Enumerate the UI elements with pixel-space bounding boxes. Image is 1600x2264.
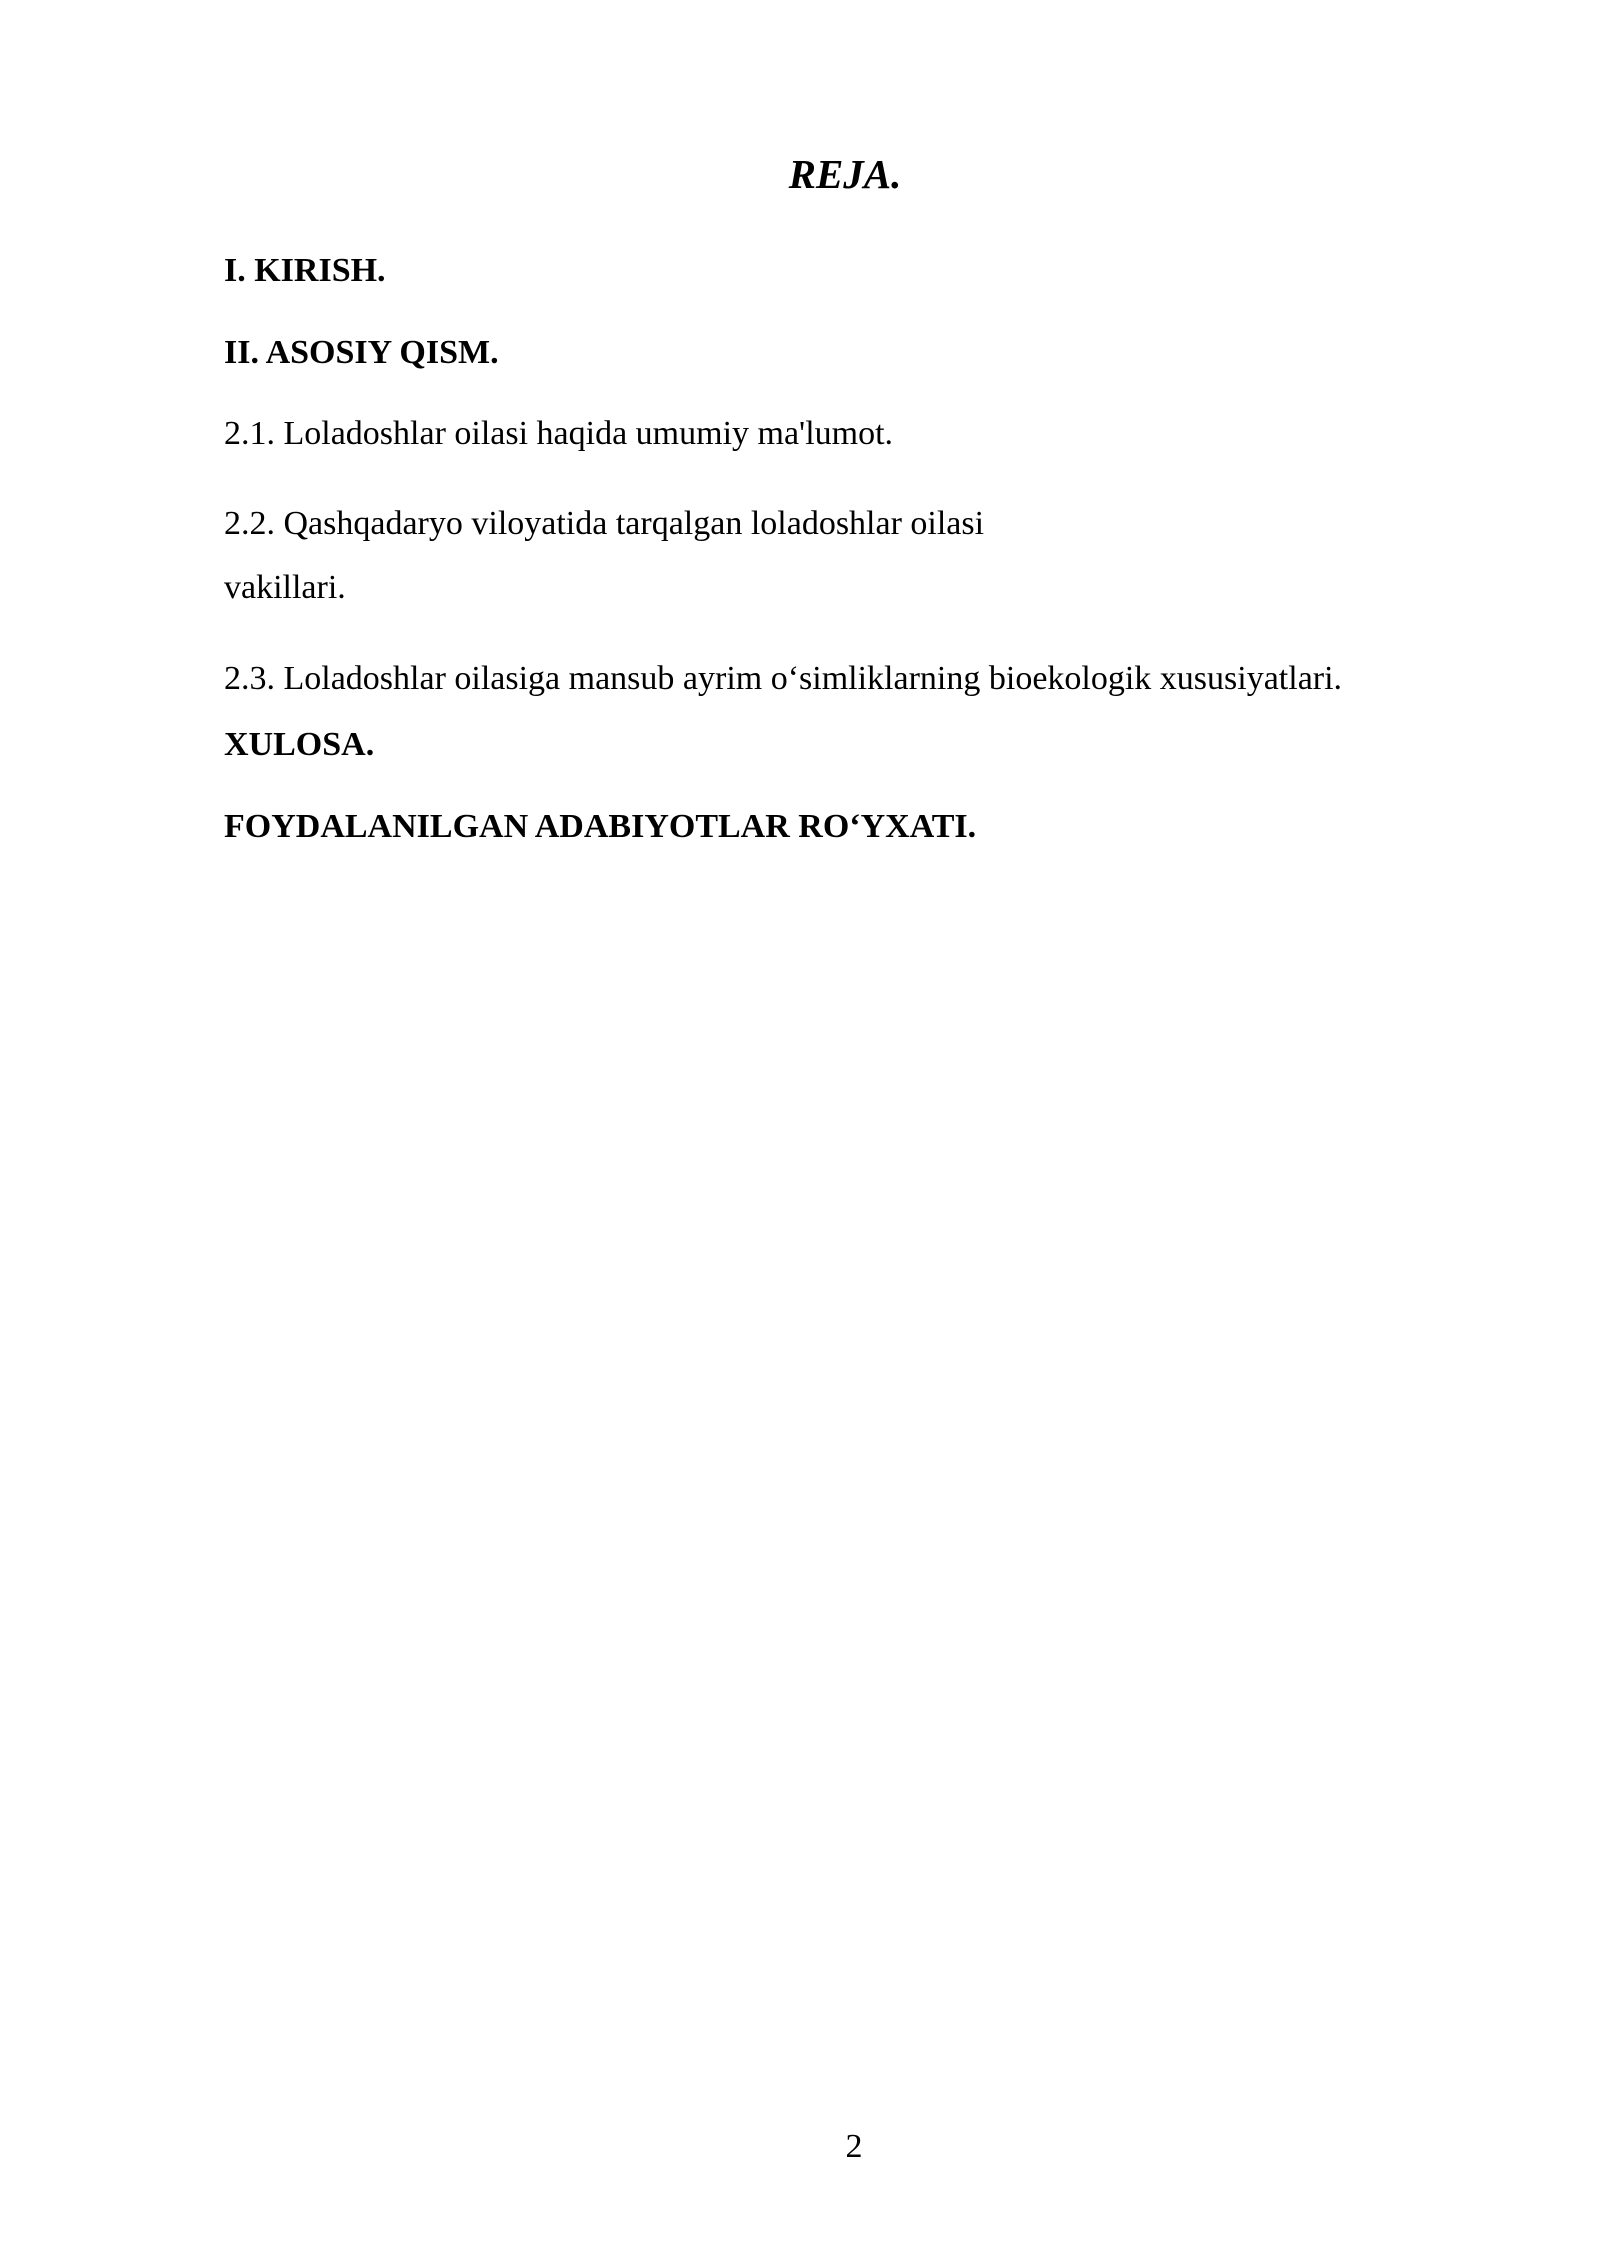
toc-item-section-2-3: 2.3. Loladoshlar oilasiga mansub ayrim o‘simliklarning bioekologik xususiyatlari. (224, 660, 1343, 697)
page-number: 2 (845, 2128, 863, 2165)
toc-item-conclusion: XULOSA. (224, 726, 375, 763)
page-title: REJA. (788, 151, 902, 197)
toc-item-introduction: I. KIRISH. (224, 252, 386, 289)
toc-item-main-part: II. ASOSIY QISM. (224, 334, 499, 371)
toc-item-section-2-2: 2.2. Qashqadaryo viloyatida tarqalgan loladoshlar oilasi vakillari. (224, 505, 985, 606)
toc-item-references: FOYDALANILGAN ADABIYOTLAR RO‘YXATI. (224, 808, 977, 845)
toc-item-section-2-1: 2.1. Loladoshlar oilasi haqida umumiy ma'lumot. (224, 415, 894, 452)
